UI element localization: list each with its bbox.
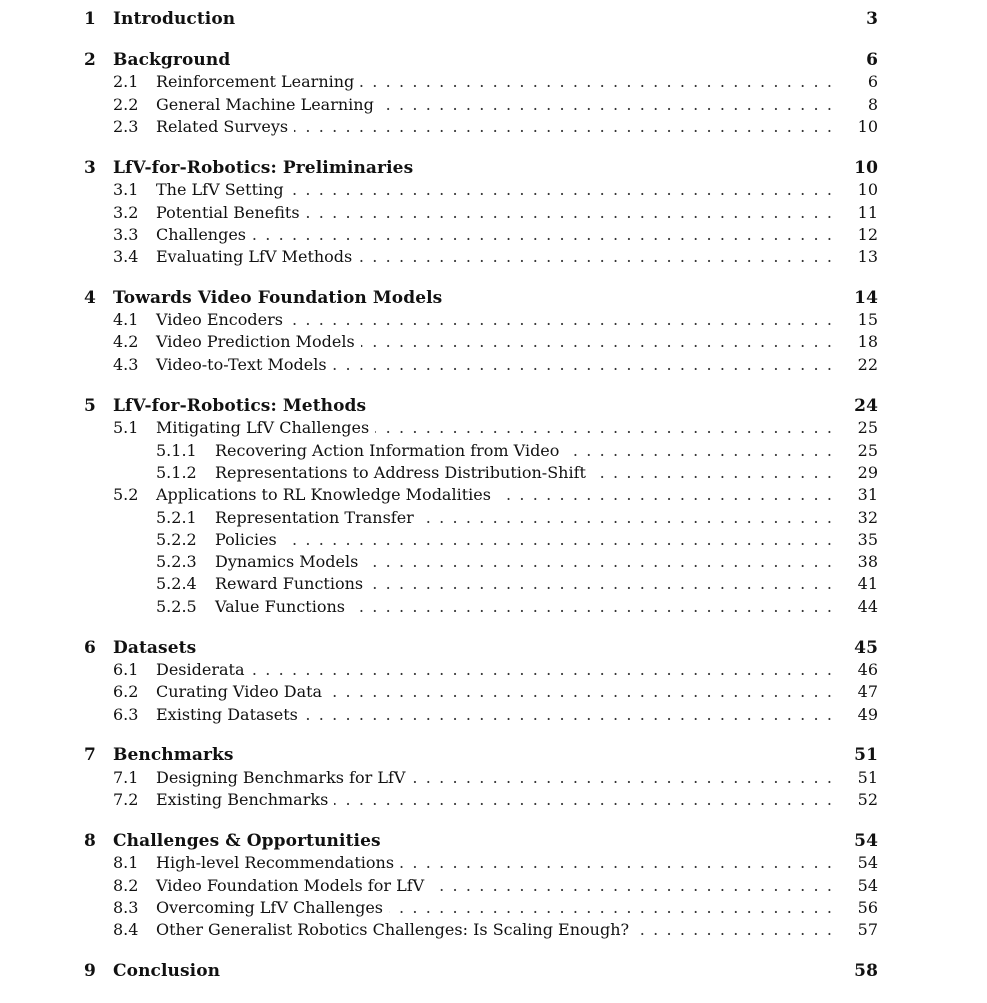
toc-entry-number: 5.2 xyxy=(113,485,139,504)
toc-entry-title: LfV-for-Robotics: Preliminaries xyxy=(113,158,414,178)
toc-entry-page-number: 56 xyxy=(857,898,878,917)
toc-dot-leader xyxy=(592,462,832,484)
toc-dot-leader xyxy=(251,659,832,681)
toc-dot-leader xyxy=(565,440,832,462)
toc-entry-title: Recovering Action Information from Video xyxy=(215,440,565,462)
toc-section-entry[interactable] xyxy=(0,395,987,417)
toc-subsection-entry[interactable] xyxy=(0,507,987,529)
toc-entry-page-number: 47 xyxy=(857,682,878,701)
toc-entry-number: 7.1 xyxy=(113,768,139,787)
toc-entry-number: 5 xyxy=(84,396,96,416)
toc-entry-page-number: 10 xyxy=(857,117,878,136)
toc-dot-leader xyxy=(360,71,832,93)
toc-dot-leader xyxy=(290,179,832,201)
toc-entry-number: 1 xyxy=(84,9,96,29)
toc-entry-title: Existing Datasets xyxy=(156,704,304,726)
toc-entry-number: 6 xyxy=(84,638,96,658)
toc-entry-title: Mitigating LfV Challenges xyxy=(156,417,375,439)
toc-entry-page-number: 54 xyxy=(854,831,878,851)
toc-entry-number: 4.2 xyxy=(113,332,139,351)
toc-dot-leader xyxy=(351,596,832,618)
toc-entry-title: Potential Benefits xyxy=(156,202,306,224)
toc-subsection-entry[interactable] xyxy=(0,94,987,116)
toc-entry-page-number: 44 xyxy=(857,597,878,616)
toc-entry-page-number: 6 xyxy=(866,50,878,70)
toc-entry-page-number: 45 xyxy=(854,638,878,658)
toc-entry-page-number: 51 xyxy=(854,745,878,765)
toc-subsection-entry[interactable] xyxy=(0,224,987,246)
toc-entry-page-number: 12 xyxy=(857,225,878,244)
toc-entry-page-number: 25 xyxy=(857,441,878,460)
toc-subsection-entry[interactable] xyxy=(0,116,987,138)
toc-entry-title: LfV-for-Robotics: Methods xyxy=(113,396,367,416)
toc-subsection-entry[interactable] xyxy=(0,659,987,681)
toc-entry-number: 5.2.2 xyxy=(156,530,197,549)
toc-subsection-entry[interactable] xyxy=(0,681,987,703)
toc-entry-number: 6.1 xyxy=(113,660,139,679)
toc-entry-number: 5.2.1 xyxy=(156,508,197,527)
toc-section-entry[interactable] xyxy=(0,744,987,766)
toc-entry-title: Background xyxy=(113,50,231,70)
toc-entry-title: The LfV Setting xyxy=(156,179,290,201)
toc-entry-number: 5.2.4 xyxy=(156,574,197,593)
toc-subsection-entry[interactable] xyxy=(0,551,987,573)
toc-entry-number: 6.3 xyxy=(113,705,139,724)
toc-entry-page-number: 15 xyxy=(857,310,878,329)
toc-entry-page-number: 41 xyxy=(857,574,878,593)
toc-subsection-entry[interactable] xyxy=(0,202,987,224)
toc-entry-title: Overcoming LfV Challenges xyxy=(156,897,389,919)
toc-entry-title: Benchmarks xyxy=(113,745,234,765)
toc-entry-number: 9 xyxy=(84,961,96,981)
toc-entry-page-number: 58 xyxy=(854,961,878,981)
toc-entry-number: 8.4 xyxy=(113,920,139,939)
toc-subsection-entry[interactable] xyxy=(0,462,987,484)
toc-entry-title: Related Surveys xyxy=(156,116,294,138)
toc-entry-number: 7 xyxy=(84,745,96,765)
toc-entry-page-number: 32 xyxy=(857,508,878,527)
toc-subsection-entry[interactable] xyxy=(0,852,987,874)
toc-subsection-entry[interactable] xyxy=(0,331,987,353)
toc-entry-number: 6.2 xyxy=(113,682,139,701)
toc-entry-title: Existing Benchmarks xyxy=(156,789,334,811)
toc-entry-title: Applications to RL Knowledge Modalities xyxy=(156,484,497,506)
toc-entry-page-number: 54 xyxy=(857,876,878,895)
toc-section-entry[interactable] xyxy=(0,637,987,659)
toc-entry-page-number: 31 xyxy=(857,485,878,504)
toc-entry-page-number: 52 xyxy=(857,790,878,809)
toc-entry-page-number: 14 xyxy=(854,288,878,308)
toc-entry-number: 3.1 xyxy=(113,180,139,199)
toc-entry-page-number: 22 xyxy=(857,355,878,374)
toc-subsection-entry[interactable] xyxy=(0,573,987,595)
toc-entry-page-number: 38 xyxy=(857,552,878,571)
toc-entry-number: 2 xyxy=(84,50,96,70)
toc-entry-number: 3 xyxy=(84,158,96,178)
toc-section-entry[interactable] xyxy=(0,830,987,852)
toc-entry-page-number: 51 xyxy=(857,768,878,787)
toc-entry-number: 8 xyxy=(84,831,96,851)
toc-entry-title: Video Encoders xyxy=(156,309,289,331)
toc-entry-title: Challenges xyxy=(156,224,252,246)
toc-entry-title: Other Generalist Robotics Challenges: Is Scaling Enough? xyxy=(156,919,635,941)
toc-section-entry[interactable] xyxy=(0,157,987,179)
toc-section-entry[interactable] xyxy=(0,960,987,982)
toc-dot-leader xyxy=(328,681,832,703)
toc-entry-number: 4 xyxy=(84,288,96,308)
toc-entry-title: Challenges & Opportunities xyxy=(113,831,381,851)
toc-entry-number: 7.2 xyxy=(113,790,139,809)
toc-entry-number: 5.1.2 xyxy=(156,463,197,482)
toc-subsection-entry[interactable] xyxy=(0,596,987,618)
toc-section-entry[interactable] xyxy=(0,287,987,309)
toc-dot-leader xyxy=(400,852,832,874)
toc-subsection-entry[interactable] xyxy=(0,529,987,551)
toc-entry-title: Video Prediction Models xyxy=(156,331,361,353)
toc-entry-number: 8.2 xyxy=(113,876,139,895)
toc-dot-leader xyxy=(364,551,832,573)
toc-entry-number: 3.3 xyxy=(113,225,139,244)
toc-subsection-entry[interactable] xyxy=(0,704,987,726)
toc-entry-title: Dynamics Models xyxy=(215,551,364,573)
toc-dot-leader xyxy=(430,875,832,897)
toc-entry-title: Curating Video Data xyxy=(156,681,328,703)
toc-entry-page-number: 29 xyxy=(857,463,878,482)
toc-subsection-entry[interactable] xyxy=(0,484,987,506)
toc-entry-page-number: 11 xyxy=(857,203,878,222)
toc-dot-leader xyxy=(411,767,832,789)
toc-entry-title: Desiderata xyxy=(156,659,251,681)
toc-dot-leader xyxy=(306,202,832,224)
toc-dot-leader xyxy=(333,354,832,376)
toc-entry-title: Value Functions xyxy=(215,596,351,618)
toc-subsection-entry[interactable] xyxy=(0,354,987,376)
toc-entry-page-number: 57 xyxy=(857,920,878,939)
toc-entry-title: Representations to Address Distribution-Shift xyxy=(215,462,592,484)
toc-entry-title: Evaluating LfV Methods xyxy=(156,246,358,268)
toc-entry-number: 5.2.3 xyxy=(156,552,197,571)
toc-entry-number: 2.1 xyxy=(113,72,139,91)
toc-entry-page-number: 35 xyxy=(857,530,878,549)
toc-entry-page-number: 54 xyxy=(857,853,878,872)
toc-dot-leader xyxy=(304,704,832,726)
toc-entry-number: 5.2.5 xyxy=(156,597,197,616)
toc-subsection-entry[interactable] xyxy=(0,875,987,897)
toc-entry-page-number: 25 xyxy=(857,418,878,437)
toc-subsection-entry[interactable] xyxy=(0,179,987,201)
toc-entry-number: 8.3 xyxy=(113,898,139,917)
toc-subsection-entry[interactable] xyxy=(0,246,987,268)
toc-entry-title: Towards Video Foundation Models xyxy=(113,288,443,308)
toc-dot-leader xyxy=(369,573,832,595)
toc-entry-title: Reinforcement Learning xyxy=(156,71,360,93)
toc-section-entry[interactable] xyxy=(0,8,987,30)
toc-subsection-entry[interactable] xyxy=(0,789,987,811)
toc-entry-title: Video Foundation Models for LfV xyxy=(156,875,430,897)
toc-entry-title: Reward Functions xyxy=(215,573,369,595)
toc-entry-title: Datasets xyxy=(113,638,197,658)
toc-entry-number: 5.1 xyxy=(113,418,139,437)
toc-entry-number: 8.1 xyxy=(113,853,139,872)
toc-entry-number: 2.3 xyxy=(113,117,139,136)
toc-entry-number: 5.1.1 xyxy=(156,441,197,460)
toc-entry-title: General Machine Learning xyxy=(156,94,380,116)
toc-entry-title: Video-to-Text Models xyxy=(156,354,333,376)
toc-entry-page-number: 13 xyxy=(857,247,878,266)
toc-entry-page-number: 24 xyxy=(854,396,878,416)
toc-entry-page-number: 10 xyxy=(857,180,878,199)
toc-entry-number: 4.3 xyxy=(113,355,139,374)
toc-subsection-entry[interactable] xyxy=(0,309,987,331)
toc-entry-number: 3.4 xyxy=(113,247,139,266)
toc-subsection-entry[interactable] xyxy=(0,897,987,919)
toc-entry-page-number: 8 xyxy=(867,95,878,114)
toc-dot-leader xyxy=(389,897,832,919)
toc-entry-title: Representation Transfer xyxy=(215,507,420,529)
toc-section-entry[interactable] xyxy=(0,49,987,71)
toc-entry-title: Designing Benchmarks for LfV xyxy=(156,767,411,789)
toc-dot-leader xyxy=(375,417,832,439)
toc-entry-page-number: 6 xyxy=(867,72,878,91)
toc-dot-leader xyxy=(252,224,832,246)
toc-dot-leader xyxy=(358,246,832,268)
toc-dot-leader xyxy=(635,919,832,941)
toc-dot-leader xyxy=(361,331,832,353)
toc-entry-title: High-level Recommendations xyxy=(156,852,400,874)
toc-subsection-entry[interactable] xyxy=(0,71,987,93)
toc-dot-leader xyxy=(294,116,832,138)
toc-entry-page-number: 46 xyxy=(857,660,878,679)
toc-entry-number: 3.2 xyxy=(113,203,139,222)
toc-subsection-entry[interactable] xyxy=(0,440,987,462)
toc-subsection-entry[interactable] xyxy=(0,767,987,789)
toc-dot-leader xyxy=(380,94,832,116)
toc-entry-page-number: 18 xyxy=(857,332,878,351)
toc-dot-leader xyxy=(420,507,832,529)
toc-dot-leader xyxy=(289,309,832,331)
toc-entry-page-number: 49 xyxy=(857,705,878,724)
toc-dot-leader xyxy=(334,789,832,811)
toc-entry-title: Introduction xyxy=(113,9,236,29)
toc-entry-page-number: 10 xyxy=(854,158,878,178)
toc-dot-leader xyxy=(283,529,832,551)
toc-entry-page-number: 3 xyxy=(866,9,878,29)
toc-entry-title: Policies xyxy=(215,529,283,551)
toc-subsection-entry[interactable] xyxy=(0,919,987,941)
toc-dot-leader xyxy=(497,484,832,506)
toc-entry-number: 2.2 xyxy=(113,95,139,114)
toc-entry-number: 4.1 xyxy=(113,310,139,329)
toc-entry-title: Conclusion xyxy=(113,961,221,981)
toc-subsection-entry[interactable] xyxy=(0,417,987,439)
